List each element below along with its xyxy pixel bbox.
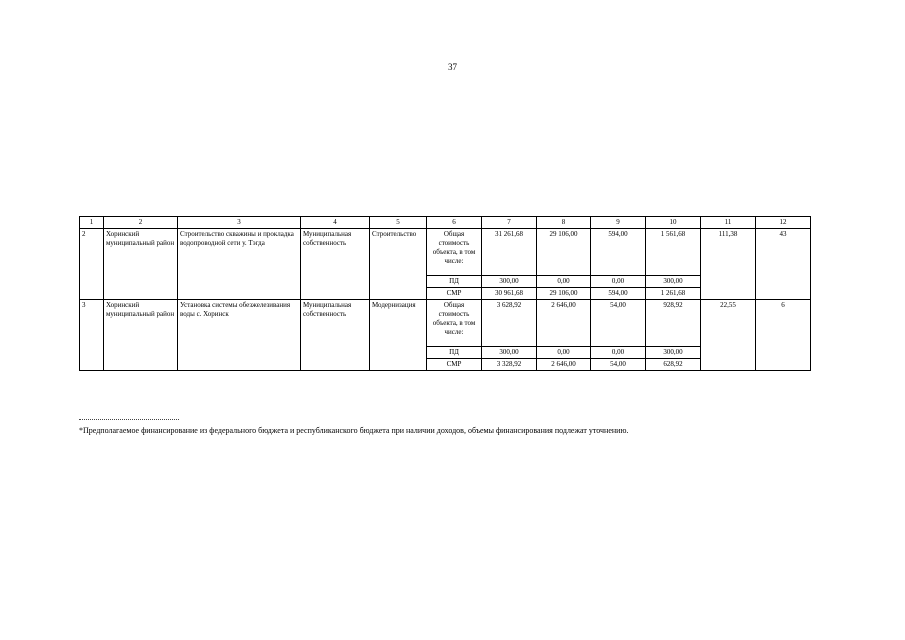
district-cell: Хоринский муниципальный район	[104, 300, 178, 371]
sub-label-cell: ПД	[427, 347, 482, 359]
column-header: 2	[104, 217, 178, 229]
column-header: 12	[756, 217, 811, 229]
total-value-cell: 3 628,92	[482, 300, 537, 347]
financing-table	[79, 216, 811, 371]
ownership-cell: Муниципальная собственность	[301, 300, 370, 371]
column-header: 8	[537, 217, 591, 229]
ownership-cell: Муниципальная собственность	[301, 229, 370, 300]
sub-value-cell: 54,00	[591, 359, 646, 371]
footnote-divider	[79, 419, 179, 420]
sub-value-cell: 1 261,68	[646, 288, 701, 300]
page-number: 37	[448, 62, 457, 72]
column-header: 11	[701, 217, 756, 229]
sub-label-cell: СМР	[427, 288, 482, 300]
footnote-text: *Предполагаемое финансирование из федерального бюджета и республиканского бюджета при наличии доходов, объемы финансирования подлежат уточнению.	[79, 426, 629, 435]
sub-value-cell: 300,00	[646, 276, 701, 288]
col12-cell: 6	[756, 300, 811, 371]
column-header: 9	[591, 217, 646, 229]
total-value-cell: 54,00	[591, 300, 646, 347]
total-value-cell: 594,00	[591, 229, 646, 276]
column-header: 6	[427, 217, 482, 229]
total-value-cell: 1 561,68	[646, 229, 701, 276]
total-value-cell: 31 261,68	[482, 229, 537, 276]
sub-value-cell: 30 961,68	[482, 288, 537, 300]
sub-value-cell: 0,00	[591, 276, 646, 288]
sub-label-cell: СМР	[427, 359, 482, 371]
column-header: 5	[370, 217, 427, 229]
column-header: 7	[482, 217, 537, 229]
work-type-cell: Строительство	[370, 229, 427, 300]
cost-label-cell: Общая стоимость объекта, в том числе:	[427, 300, 482, 347]
total-value-cell: 2 646,00	[537, 300, 591, 347]
object-name-cell: Строительство скважины и прокладка водопроводной сети у. Тэгда	[178, 229, 301, 300]
work-type-cell: Модернизация	[370, 300, 427, 371]
sub-value-cell: 300,00	[482, 347, 537, 359]
sub-value-cell: 628,92	[646, 359, 701, 371]
sub-value-cell: 0,00	[537, 347, 591, 359]
sub-value-cell: 0,00	[537, 276, 591, 288]
column-header: 10	[646, 217, 701, 229]
district-cell: Хоринский муниципальный район	[104, 229, 178, 300]
sub-label-cell: ПД	[427, 276, 482, 288]
sub-value-cell: 300,00	[646, 347, 701, 359]
table-row	[80, 229, 811, 276]
sub-value-cell: 29 106,00	[537, 288, 591, 300]
sub-value-cell: 0,00	[591, 347, 646, 359]
col11-cell: 111,38	[701, 229, 756, 300]
column-header: 1	[80, 217, 104, 229]
table-row	[80, 300, 811, 347]
column-header: 3	[178, 217, 301, 229]
row-number: 2	[80, 229, 104, 300]
row-number: 3	[80, 300, 104, 371]
col12-cell: 43	[756, 229, 811, 300]
sub-value-cell: 300,00	[482, 276, 537, 288]
object-name-cell: Установка системы обезжелезивания воды с. Хоринск	[178, 300, 301, 371]
total-value-cell: 928,92	[646, 300, 701, 347]
table-header-row	[80, 217, 811, 229]
sub-value-cell: 594,00	[591, 288, 646, 300]
total-value-cell: 29 106,00	[537, 229, 591, 276]
column-header: 4	[301, 217, 370, 229]
sub-value-cell: 3 328,92	[482, 359, 537, 371]
sub-value-cell: 2 646,00	[537, 359, 591, 371]
col11-cell: 22,55	[701, 300, 756, 371]
cost-label-cell: Общая стоимость объекта, в том числе:	[427, 229, 482, 276]
